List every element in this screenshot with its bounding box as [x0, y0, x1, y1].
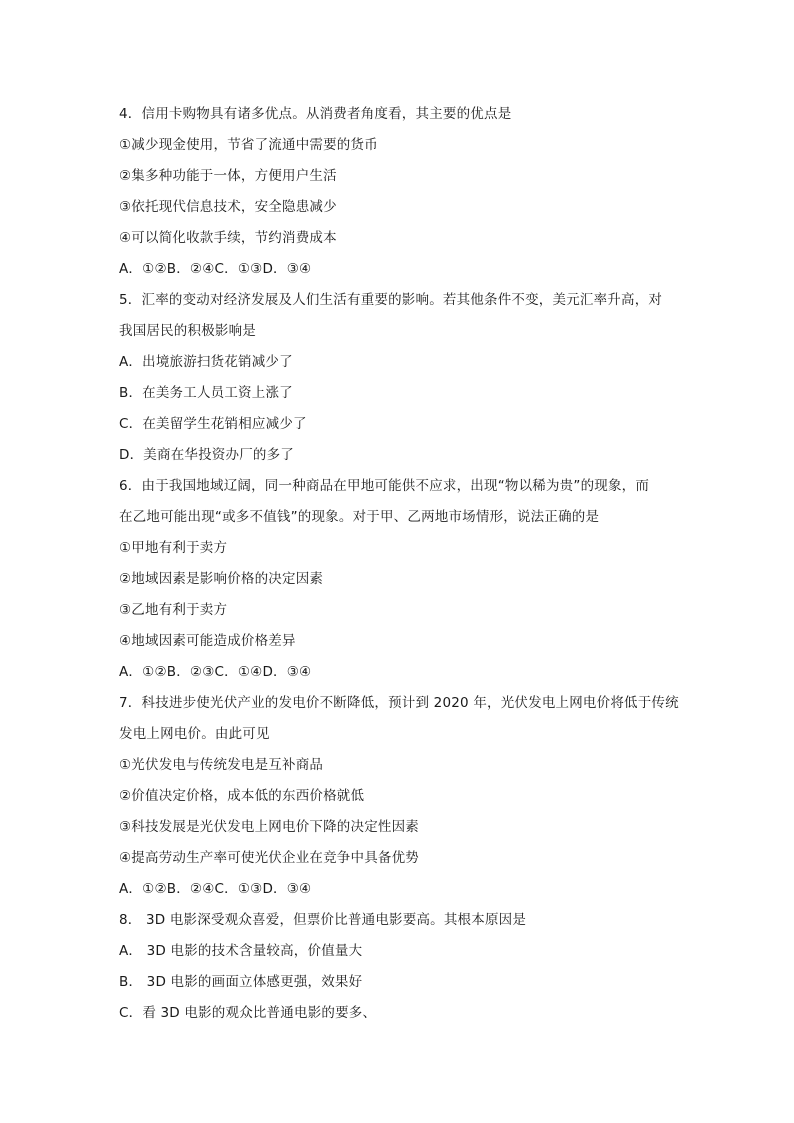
question-7-stem-line-1: 7．科技进步使光伏产业的发电价不断降低，预计到 2020 年，光伏发电上网电价将低于传统: [119, 695, 679, 711]
question-5-choice-a: A．出境旅游扫货花销减少了: [119, 354, 293, 370]
question-7-stem-line-2: 发电上网电价。由此可见: [119, 726, 270, 742]
question-7-option-1: ①光伏发电与传统发电是互补商品: [119, 757, 324, 773]
exam-questions: [119, 101, 679, 1031]
question-6-stem-line-1: 6．由于我国地域辽阔，同一种商品在甲地可能供不应求，出现“物以稀为贵”的现象，而: [119, 478, 650, 494]
question-6-option-2: ②地域因素是影响价格的决定因素: [119, 571, 324, 587]
question-4-stem: 4．信用卡购物具有诸多优点。从消费者角度看，其主要的优点是: [119, 106, 512, 122]
question-7-option-3: ③科技发展是光伏发电上网电价下降的决定性因素: [119, 819, 420, 835]
question-6-option-3: ③乙地有利于卖方: [119, 602, 228, 618]
question-7-option-2: ②价值决定价格，成本低的东西价格就低: [119, 788, 365, 804]
question-8-choice-c: C．看 3D 电影的观众比普通电影的要多、: [119, 1005, 377, 1021]
question-4-choices: A．①②B．②④C．①③D．③④: [119, 261, 312, 277]
question-7-choices: A．①②B．②④C．①③D．③④: [119, 881, 312, 897]
question-7-option-4: ④提高劳动生产率可使光伏企业在竞争中具备优势: [119, 850, 420, 866]
question-5-stem-line-1: 5．汇率的变动对经济发展及人们生活有重要的影响。若其他条件不变，美元汇率升高，对: [119, 292, 663, 308]
question-5-choice-d: D．美商在华投资办厂的多了: [119, 447, 294, 463]
question-4-option-2: ②集多种功能于一体，方便用户生活: [119, 168, 337, 184]
question-5-choice-c: C．在美留学生花销相应减少了: [119, 416, 307, 432]
question-5-choice-b: B．在美务工人员工资上涨了: [119, 385, 293, 401]
question-8-choice-a: A． 3D 电影的技术含量较高，价值量大: [119, 943, 363, 959]
question-6-option-4: ④地域因素可能造成价格差异: [119, 633, 296, 649]
question-4-option-3: ③依托现代信息技术，安全隐患减少: [119, 199, 337, 215]
question-8-choice-b: B． 3D 电影的画面立体感更强，效果好: [119, 974, 363, 990]
question-4-option-4: ④可以简化收款手续，节约消费成本: [119, 230, 337, 246]
question-8-stem: 8． 3D 电影深受观众喜爱，但票价比普通电影要高。其根本原因是: [119, 912, 527, 928]
question-6-option-1: ①甲地有利于卖方: [119, 540, 228, 556]
question-6-stem-line-2: 在乙地可能出现“或多不值钱”的现象。对于甲、乙两地市场情形，说法正确的是: [119, 509, 600, 525]
question-5-stem-line-2: 我国居民的积极影响是: [119, 323, 256, 339]
question-6-choices: A．①②B．②③C．①④D．③④: [119, 664, 312, 680]
question-4-option-1: ①减少现金使用，节省了流通中需要的货币: [119, 137, 378, 153]
